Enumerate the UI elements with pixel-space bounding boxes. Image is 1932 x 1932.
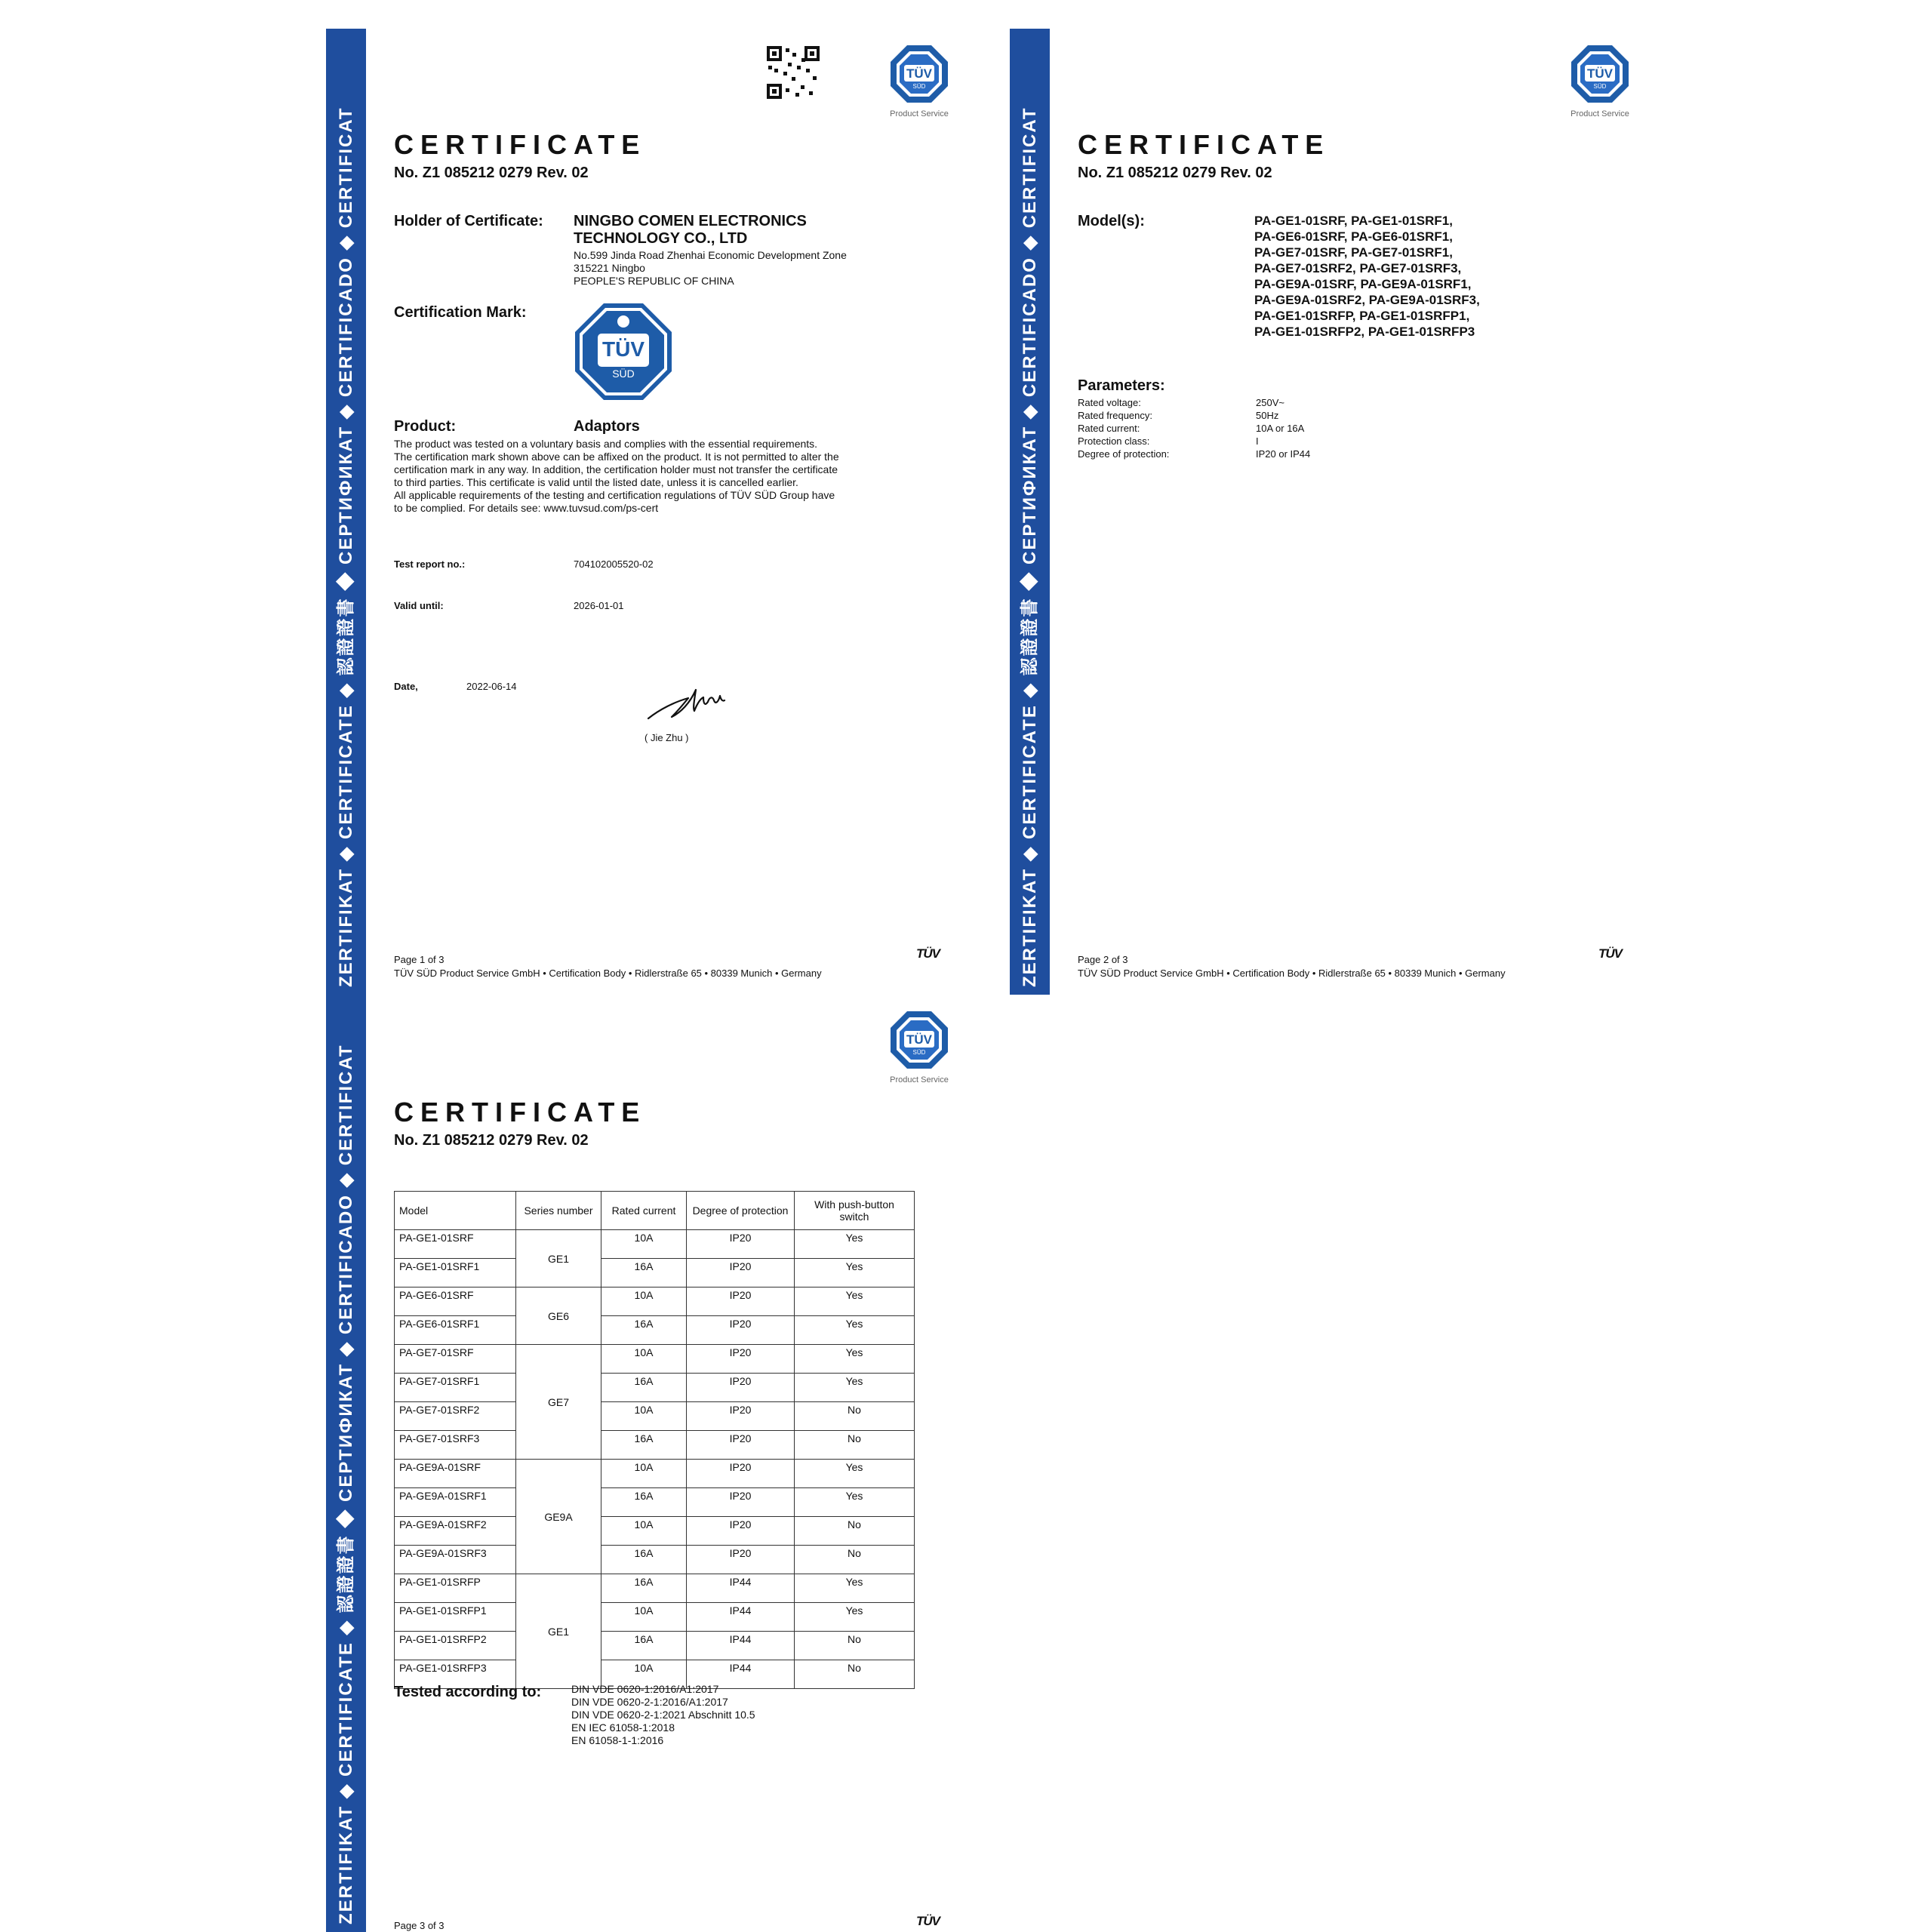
cell-current: 10A bbox=[601, 1345, 687, 1374]
param-key: Rated current: bbox=[1078, 423, 1140, 434]
svg-text:TÜV: TÜV bbox=[602, 337, 645, 361]
footer-address: TÜV SÜD Product Service GmbH • Certification Body • Ridlerstraße 65 • 80339 Munich • Germany bbox=[394, 968, 822, 979]
svg-text:TÜV: TÜV bbox=[906, 66, 932, 81]
cell-protection: IP20 bbox=[687, 1488, 795, 1517]
cell-model: PA-GE7-01SRF2 bbox=[395, 1402, 516, 1431]
cell-switch: Yes bbox=[795, 1287, 915, 1316]
cell-model: PA-GE6-01SRF1 bbox=[395, 1316, 516, 1345]
svg-text:SÜD: SÜD bbox=[612, 368, 635, 380]
standard-line: EN 61058-1-1:2016 bbox=[571, 1734, 664, 1746]
model-line: PA-GE1-01SRF, PA-GE1-01SRF1, bbox=[1254, 214, 1453, 228]
tuv-octagon-icon bbox=[889, 44, 949, 104]
cell-current: 16A bbox=[601, 1632, 687, 1660]
valid-until-value: 2026-01-01 bbox=[574, 600, 624, 611]
cell-current: 10A bbox=[601, 1660, 687, 1689]
page-number: Page 2 of 3 bbox=[1078, 954, 1128, 965]
cell-protection: IP20 bbox=[687, 1546, 795, 1574]
side-band bbox=[326, 29, 366, 995]
product-value: Adaptors bbox=[574, 418, 640, 435]
cell-protection: IP20 bbox=[687, 1431, 795, 1460]
table-row bbox=[395, 1345, 915, 1374]
tuv-logo bbox=[889, 1010, 949, 1084]
cell-current: 16A bbox=[601, 1488, 687, 1517]
product-label: Product: bbox=[394, 418, 457, 435]
table-row bbox=[395, 1287, 915, 1316]
side-band bbox=[1010, 29, 1050, 995]
cell-switch: Yes bbox=[795, 1460, 915, 1488]
table-row bbox=[395, 1603, 915, 1632]
header-series: Series number bbox=[516, 1192, 601, 1230]
cell-switch: Yes bbox=[795, 1230, 915, 1259]
param-key: Rated voltage: bbox=[1078, 397, 1141, 408]
table-row bbox=[395, 1431, 915, 1460]
holder-label: Holder of Certificate: bbox=[394, 213, 543, 229]
side-band bbox=[326, 995, 366, 1932]
signature-icon bbox=[645, 679, 735, 724]
cell-model: PA-GE1-01SRFP2 bbox=[395, 1632, 516, 1660]
cell-series: GE7 bbox=[516, 1345, 601, 1460]
cell-current: 10A bbox=[601, 1287, 687, 1316]
desc-line: The certification mark shown above can be affixed on the product. It is not permitted to alter the bbox=[394, 451, 839, 463]
table-row bbox=[395, 1374, 915, 1402]
table-row bbox=[395, 1402, 915, 1431]
cell-model: PA-GE9A-01SRF1 bbox=[395, 1488, 516, 1517]
page-number: Page 1 of 3 bbox=[394, 954, 445, 965]
holder-address-line3: PEOPLE'S REPUBLIC OF CHINA bbox=[574, 275, 734, 287]
cell-switch: No bbox=[795, 1517, 915, 1546]
test-report-label: Test report no.: bbox=[394, 558, 466, 570]
cell-protection: IP20 bbox=[687, 1259, 795, 1287]
standard-line: EN IEC 61058-1:2018 bbox=[571, 1721, 675, 1734]
cell-switch: Yes bbox=[795, 1603, 915, 1632]
certificate-title: CERTIFICATE bbox=[394, 1097, 647, 1128]
tuv-octagon-icon bbox=[889, 1010, 949, 1070]
param-key: Protection class: bbox=[1078, 435, 1150, 447]
cell-switch: No bbox=[795, 1632, 915, 1660]
cell-protection: IP20 bbox=[687, 1345, 795, 1374]
model-line: PA-GE1-01SRFP, PA-GE1-01SRFP1, bbox=[1254, 309, 1470, 323]
table-header-row bbox=[395, 1192, 915, 1230]
table-row bbox=[395, 1546, 915, 1574]
footer-tuv-mark: TÜV bbox=[916, 946, 940, 961]
svg-text:SÜD: SÜD bbox=[1593, 83, 1607, 90]
cell-model: PA-GE9A-01SRF bbox=[395, 1460, 516, 1488]
param-value: 10A or 16A bbox=[1256, 423, 1305, 434]
product-service-label: Product Service bbox=[890, 1075, 949, 1084]
certificate-title: CERTIFICATE bbox=[1078, 129, 1331, 160]
cell-protection: IP44 bbox=[687, 1603, 795, 1632]
cell-current: 16A bbox=[601, 1431, 687, 1460]
param-value: 50Hz bbox=[1256, 410, 1279, 421]
page-number: Page 3 of 3 bbox=[394, 1920, 445, 1931]
cell-series: GE1 bbox=[516, 1574, 601, 1689]
cell-model: PA-GE7-01SRF3 bbox=[395, 1431, 516, 1460]
certificate-title: CERTIFICATE bbox=[394, 129, 647, 160]
desc-line: The product was tested on a voluntary basis and complies with the essential requirements. bbox=[394, 438, 818, 450]
model-line: PA-GE7-01SRF, PA-GE7-01SRF1, bbox=[1254, 245, 1453, 260]
models-label: Model(s): bbox=[1078, 213, 1145, 229]
cell-switch: Yes bbox=[795, 1316, 915, 1345]
cell-current: 10A bbox=[601, 1517, 687, 1546]
cell-current: 16A bbox=[601, 1316, 687, 1345]
param-value: I bbox=[1256, 435, 1259, 447]
table-row bbox=[395, 1230, 915, 1259]
cell-switch: Yes bbox=[795, 1374, 915, 1402]
standard-line: DIN VDE 0620-2-1:2021 Abschnitt 10.5 bbox=[571, 1709, 755, 1721]
param-key: Rated frequency: bbox=[1078, 410, 1153, 421]
holder-name-line2: TECHNOLOGY CO., LTD bbox=[574, 230, 748, 247]
table-row bbox=[395, 1316, 915, 1345]
test-report-value: 704102005520-02 bbox=[574, 558, 654, 570]
header-protection: Degree of protection bbox=[687, 1192, 795, 1230]
table-row bbox=[395, 1488, 915, 1517]
cell-protection: IP20 bbox=[687, 1402, 795, 1431]
cell-model: PA-GE1-01SRF bbox=[395, 1230, 516, 1259]
table-row bbox=[395, 1460, 915, 1488]
certificate-number: No. Z1 085212 0279 Rev. 02 bbox=[394, 1132, 589, 1149]
cell-protection: IP20 bbox=[687, 1316, 795, 1345]
product-service-label: Product Service bbox=[1571, 109, 1629, 118]
footer-address: TÜV SÜD Product Service GmbH • Certification Body • Ridlerstraße 65 • 80339 Munich • Germany bbox=[1078, 968, 1506, 979]
svg-text:TÜV: TÜV bbox=[906, 1032, 932, 1047]
header-current: Rated current bbox=[601, 1192, 687, 1230]
param-value: 250V~ bbox=[1256, 397, 1284, 408]
holder-address-line1: No.599 Jinda Road Zhenhai Economic Development Zone bbox=[574, 249, 847, 261]
tuv-logo bbox=[1570, 44, 1630, 118]
cell-model: PA-GE7-01SRF bbox=[395, 1345, 516, 1374]
svg-text:SÜD: SÜD bbox=[912, 1049, 926, 1056]
cell-model: PA-GE1-01SRFP3 bbox=[395, 1660, 516, 1689]
cell-protection: IP20 bbox=[687, 1230, 795, 1259]
holder-address-line2: 315221 Ningbo bbox=[574, 262, 645, 274]
param-key: Degree of protection: bbox=[1078, 448, 1170, 460]
cell-model: PA-GE1-01SRFP bbox=[395, 1574, 516, 1603]
cell-current: 10A bbox=[601, 1603, 687, 1632]
table-row bbox=[395, 1632, 915, 1660]
date-value: 2022-06-14 bbox=[466, 681, 517, 692]
model-line: PA-GE9A-01SRF, PA-GE9A-01SRF1, bbox=[1254, 277, 1472, 291]
cell-series: GE1 bbox=[516, 1230, 601, 1287]
desc-line: to be complied. For details see: www.tuvsud.com/ps-cert bbox=[394, 502, 659, 514]
cell-switch: Yes bbox=[795, 1259, 915, 1287]
table-row bbox=[395, 1574, 915, 1603]
certificate-page-2 bbox=[1010, 29, 1689, 995]
cell-current: 10A bbox=[601, 1402, 687, 1431]
valid-until-label: Valid until: bbox=[394, 600, 444, 611]
param-value: IP20 or IP44 bbox=[1256, 448, 1311, 460]
table-row bbox=[395, 1259, 915, 1287]
side-band-text: ZERTIFIKAT ◆ CERTIFICATE ◆ 認證證書 ◆ СЕРТИФИКАТ ◆ CERTIFICADO ◆ CERTIFICAT bbox=[336, 1044, 356, 1924]
certificate-page-1 bbox=[326, 29, 1005, 995]
cell-protection: IP20 bbox=[687, 1287, 795, 1316]
certification-mark-icon bbox=[574, 302, 673, 401]
date-label: Date, bbox=[394, 681, 418, 692]
certification-mark-label: Certification Mark: bbox=[394, 304, 527, 321]
cell-protection: IP44 bbox=[687, 1574, 795, 1603]
desc-line: to third parties. This certificate is valid until the listed date, unless it is cancelled earlier. bbox=[394, 476, 798, 488]
cell-current: 16A bbox=[601, 1259, 687, 1287]
cell-current: 10A bbox=[601, 1460, 687, 1488]
tuv-octagon-icon bbox=[1570, 44, 1630, 104]
cell-protection: IP44 bbox=[687, 1632, 795, 1660]
holder-name-line1: NINGBO COMEN ELECTRONICS bbox=[574, 213, 807, 229]
model-line: PA-GE7-01SRF2, PA-GE7-01SRF3, bbox=[1254, 261, 1462, 275]
certificate-number: No. Z1 085212 0279 Rev. 02 bbox=[1078, 165, 1272, 181]
parameters-label: Parameters: bbox=[1078, 377, 1165, 394]
certificate-page-3 bbox=[326, 995, 1005, 1932]
cell-protection: IP44 bbox=[687, 1660, 795, 1689]
desc-line: All applicable requirements of the testing and certification regulations of TÜV SÜD Group have bbox=[394, 489, 835, 501]
models-table bbox=[394, 1191, 915, 1689]
header-switch: With push-button switch bbox=[795, 1192, 915, 1230]
cell-model: PA-GE7-01SRF1 bbox=[395, 1374, 516, 1402]
cell-model: PA-GE1-01SRFP1 bbox=[395, 1603, 516, 1632]
cell-model: PA-GE1-01SRF1 bbox=[395, 1259, 516, 1287]
standard-line: DIN VDE 0620-2-1:2016/A1:2017 bbox=[571, 1696, 728, 1708]
qr-code bbox=[767, 46, 820, 99]
cell-switch: No bbox=[795, 1660, 915, 1689]
cell-current: 10A bbox=[601, 1230, 687, 1259]
cell-protection: IP20 bbox=[687, 1517, 795, 1546]
signer-name: ( Jie Zhu ) bbox=[645, 732, 689, 743]
svg-text:TÜV: TÜV bbox=[1587, 66, 1613, 81]
product-service-label: Product Service bbox=[890, 109, 949, 118]
model-line: PA-GE6-01SRF, PA-GE6-01SRF1, bbox=[1254, 229, 1453, 244]
cell-protection: IP20 bbox=[687, 1460, 795, 1488]
footer-tuv-mark: TÜV bbox=[916, 1914, 940, 1928]
cell-protection: IP20 bbox=[687, 1374, 795, 1402]
side-band-text: ZERTIFIKAT ◆ CERTIFICATE ◆ 認證證書 ◆ СЕРТИФИКАТ ◆ CERTIFICADO ◆ CERTIFICAT bbox=[1020, 106, 1040, 987]
cell-switch: No bbox=[795, 1402, 915, 1431]
cell-model: PA-GE9A-01SRF3 bbox=[395, 1546, 516, 1574]
cell-current: 16A bbox=[601, 1574, 687, 1603]
header-model: Model bbox=[395, 1192, 516, 1230]
cell-switch: Yes bbox=[795, 1345, 915, 1374]
cell-current: 16A bbox=[601, 1374, 687, 1402]
footer-tuv-mark: TÜV bbox=[1598, 946, 1622, 961]
model-line: PA-GE9A-01SRF2, PA-GE9A-01SRF3, bbox=[1254, 293, 1480, 307]
cell-series: GE6 bbox=[516, 1287, 601, 1345]
side-band-text: ZERTIFIKAT ◆ CERTIFICATE ◆ 認證證書 ◆ СЕРТИФИКАТ ◆ CERTIFICADO ◆ CERTIFICAT bbox=[336, 106, 356, 987]
cell-switch: No bbox=[795, 1546, 915, 1574]
desc-line: certification mark in any way. In addition, the certification holder must not transfer the certificate bbox=[394, 463, 838, 475]
cell-switch: No bbox=[795, 1431, 915, 1460]
cell-switch: Yes bbox=[795, 1488, 915, 1517]
tuv-logo bbox=[889, 44, 949, 118]
cell-current: 16A bbox=[601, 1546, 687, 1574]
cell-series: GE9A bbox=[516, 1460, 601, 1574]
cell-model: PA-GE9A-01SRF2 bbox=[395, 1517, 516, 1546]
tested-according-label: Tested according to: bbox=[394, 1684, 542, 1700]
certificate-number: No. Z1 085212 0279 Rev. 02 bbox=[394, 165, 589, 181]
standard-line: DIN VDE 0620-1:2016/A1:2017 bbox=[571, 1683, 719, 1695]
svg-text:SÜD: SÜD bbox=[912, 83, 926, 90]
cell-model: PA-GE6-01SRF bbox=[395, 1287, 516, 1316]
table-row bbox=[395, 1517, 915, 1546]
cell-switch: Yes bbox=[795, 1574, 915, 1603]
model-line: PA-GE1-01SRFP2, PA-GE1-01SRFP3 bbox=[1254, 325, 1475, 339]
